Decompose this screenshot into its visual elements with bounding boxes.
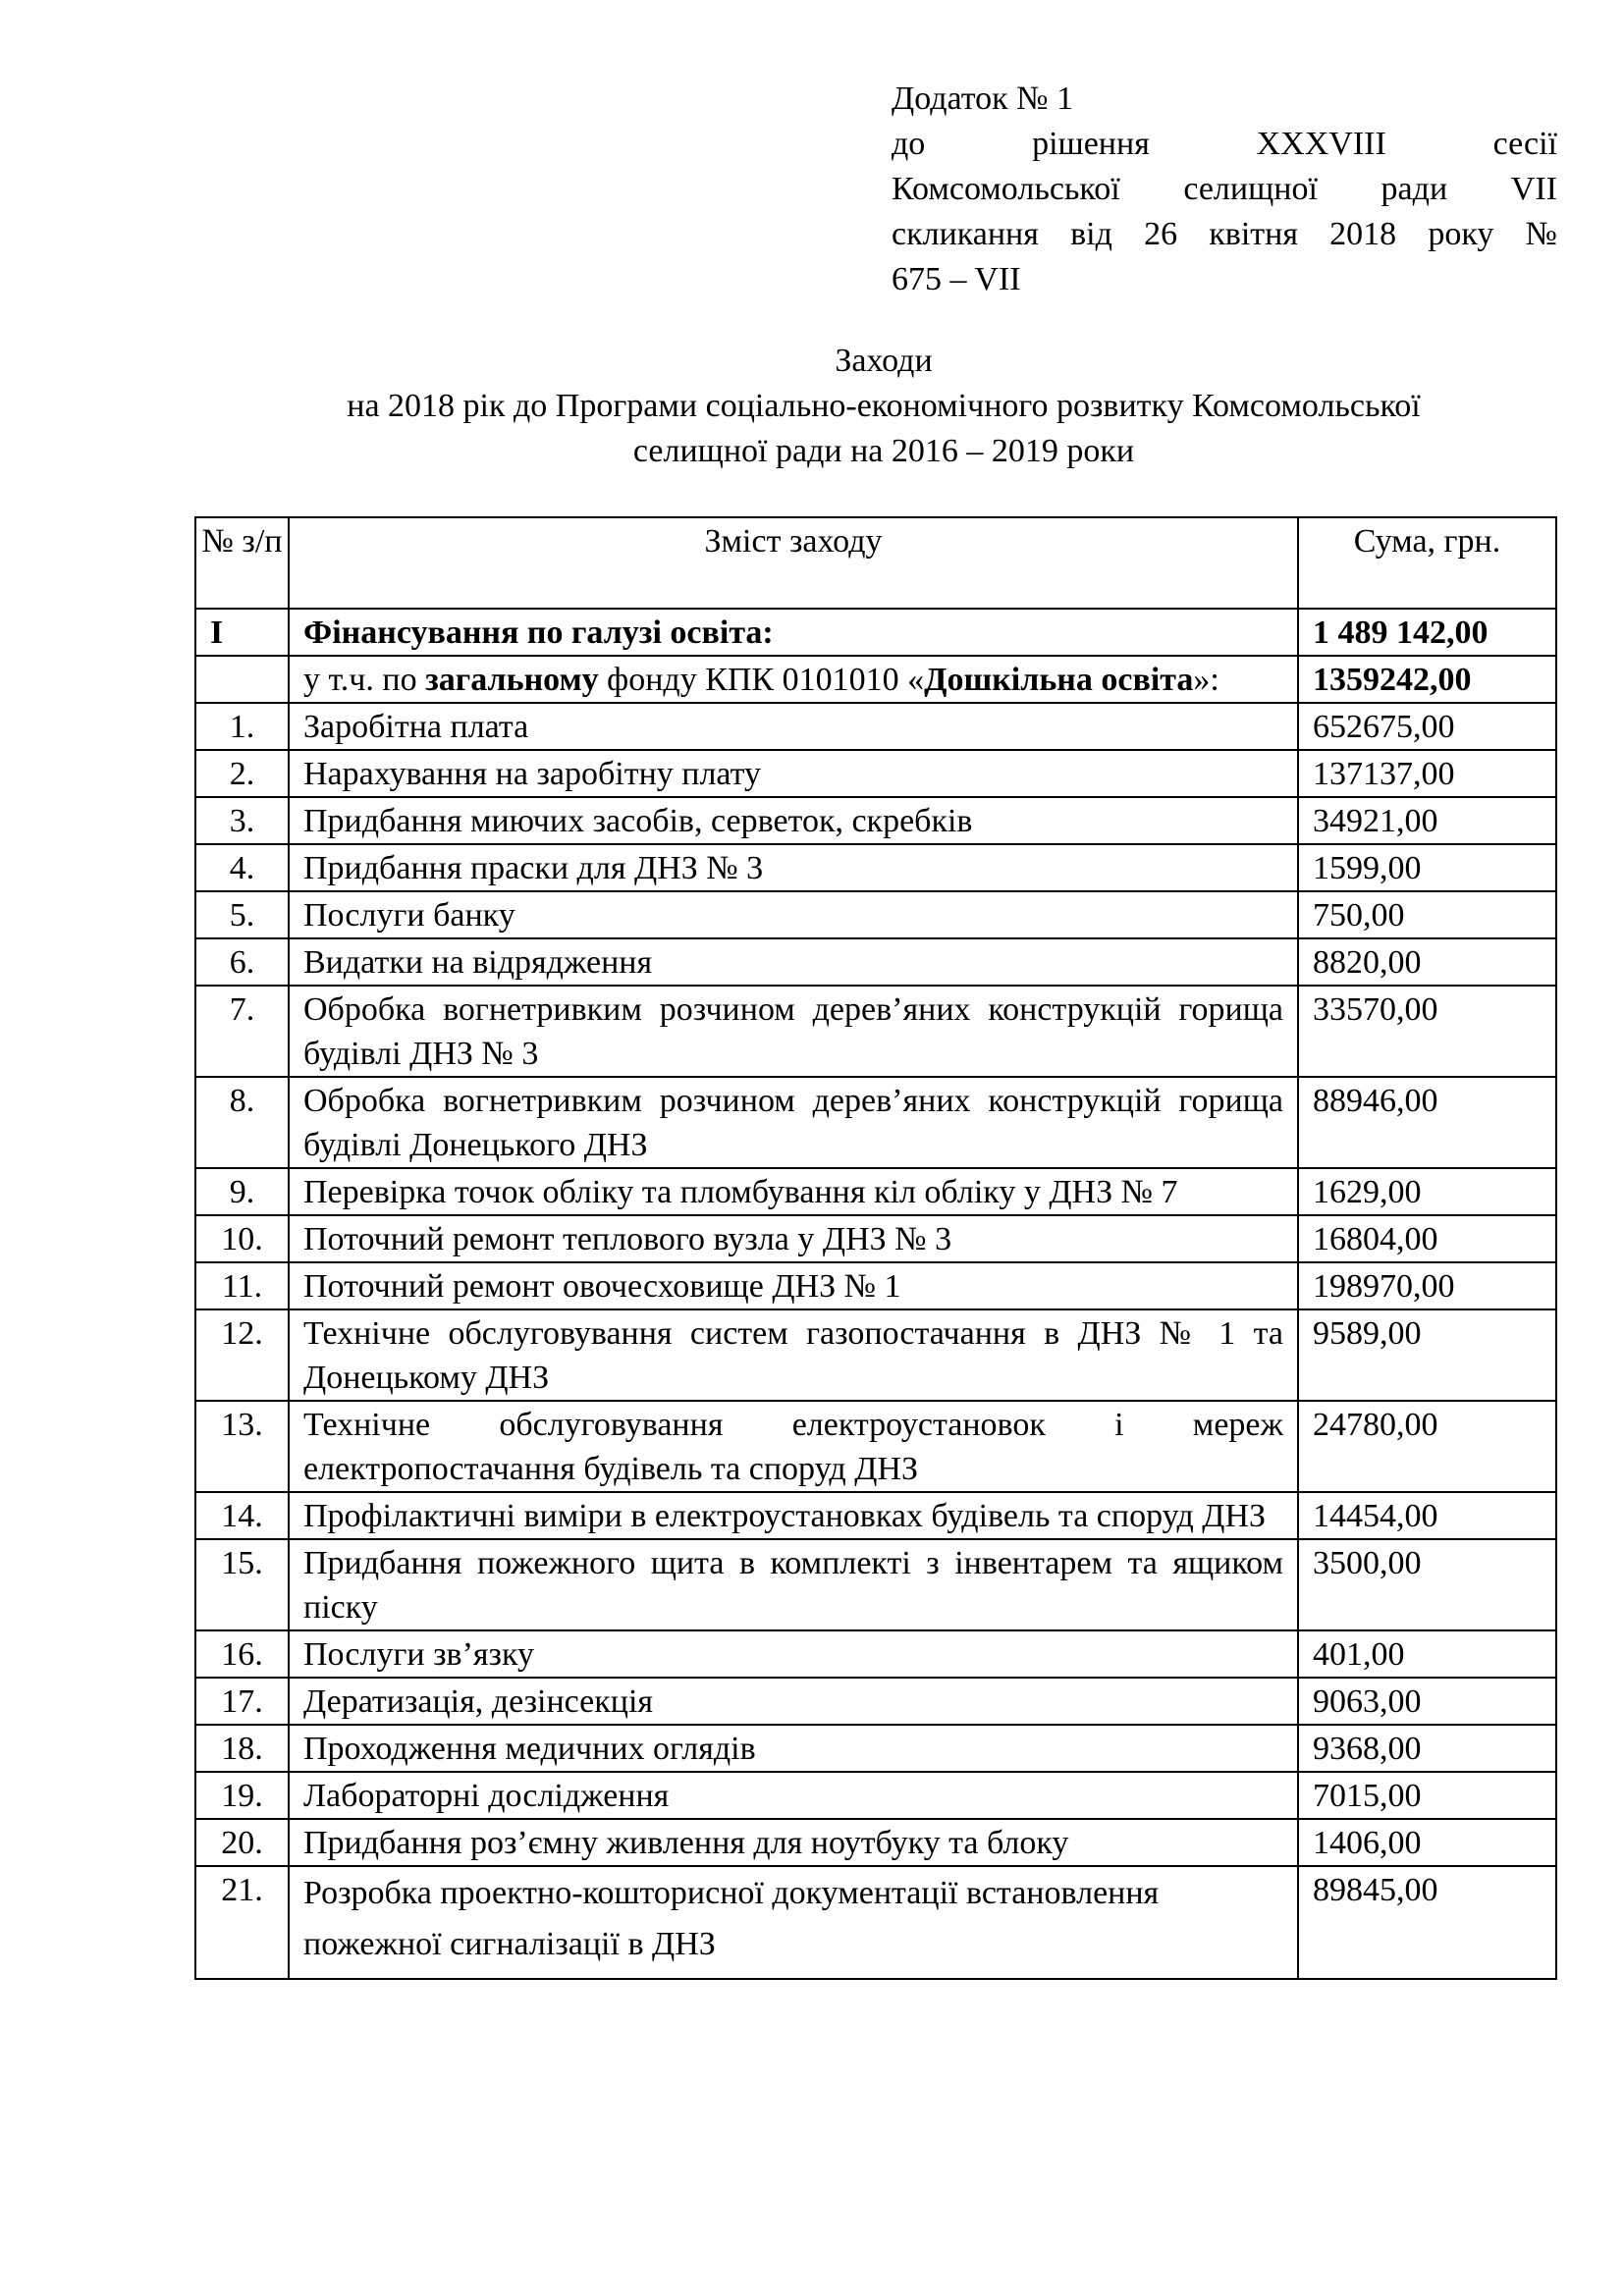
row-num: 13. (195, 1401, 289, 1492)
row-sum: 3500,00 (1298, 1539, 1556, 1630)
table-row (195, 1725, 1556, 1772)
row-num: 16. (195, 1630, 289, 1678)
row-num: 3. (195, 797, 289, 844)
row-num: 1. (195, 703, 289, 750)
row-content: Розробка проектно-кошторисної документації встановлення пожежної сигналізації в ДНЗ (289, 1866, 1298, 1979)
row-sum: 9063,00 (1298, 1678, 1556, 1725)
appendix-line-2: до рішення XXXVIII сесії (892, 126, 1557, 162)
table-row (195, 703, 1556, 750)
table-row (195, 750, 1556, 797)
row-sum: 88946,00 (1298, 1077, 1556, 1168)
row-num: 19. (195, 1772, 289, 1819)
table-row (195, 1262, 1556, 1309)
table-row (195, 1772, 1556, 1819)
row-content: Технічне обслуговування систем газопостачання в ДНЗ № 1 та Донецькому ДНЗ (289, 1309, 1298, 1401)
row-sum: 9589,00 (1298, 1309, 1556, 1401)
row-content: Придбання пожежного щита в комплекті з інвентарем та ящиком піску (289, 1539, 1298, 1630)
row-num: 4. (195, 844, 289, 891)
title-line-2: на 2018 рік до Програми соціально-економічного розвитку Комсомольської (347, 388, 1421, 424)
row-num: 2. (195, 750, 289, 797)
row-sum: 401,00 (1298, 1630, 1556, 1678)
row-content: Профілактичні виміри в електроустановках будівель та споруд ДНЗ (289, 1492, 1298, 1539)
row-num: 6. (195, 938, 289, 986)
header-sum: Сума, грн. (1298, 517, 1556, 609)
table-row (195, 797, 1556, 844)
row-content: Заробітна плата (289, 703, 1298, 750)
row-sum: 7015,00 (1298, 1772, 1556, 1819)
row-num: 5. (195, 891, 289, 938)
row-content: Послуги зв’язку (289, 1630, 1298, 1678)
row-num: 10. (195, 1215, 289, 1262)
table-row (195, 1539, 1556, 1630)
row-content: Обробка вогнетривким розчином дерев’яних конструкцій горища будівлі ДНЗ № 3 (289, 986, 1298, 1077)
row-content: Дератизація, дезінсекція (289, 1678, 1298, 1725)
table-header-row (195, 517, 1556, 609)
row-sum: 33570,00 (1298, 986, 1556, 1077)
title-line-3: селищної ради на 2016 – 2019 роки (632, 433, 1135, 469)
subsection-prefix: у т.ч. по (303, 662, 426, 698)
header-content: Зміст заходу (289, 517, 1298, 609)
row-content: Лабораторні дослідження (289, 1772, 1298, 1819)
subsection-fund: загальному (425, 662, 599, 698)
row-num: 11. (195, 1262, 289, 1309)
row-sum: 8820,00 (1298, 938, 1556, 986)
row-content: Обробка вогнетривким розчином дерев’яних конструкцій горища будівлі Донецького ДНЗ (289, 1077, 1298, 1168)
section-content: Фінансування по галузі освіта: (289, 609, 1298, 656)
row-num: 7. (195, 986, 289, 1077)
row-num: 21. (195, 1866, 289, 1979)
appendix-line-5: 675 – VII (892, 261, 1021, 297)
subsection-row (195, 656, 1556, 703)
row-num: 15. (195, 1539, 289, 1630)
table-row (195, 1819, 1556, 1866)
subsection-sum: 1359242,00 (1298, 656, 1556, 703)
row-sum: 34921,00 (1298, 797, 1556, 844)
row-content: Поточний ремонт овочесховище ДНЗ № 1 (289, 1262, 1298, 1309)
row-content: Нарахування на заробітну плату (289, 750, 1298, 797)
table-row (195, 938, 1556, 986)
appendix-line-3: Комсомольської селищної ради VII (892, 171, 1557, 207)
row-content: Проходження медичних оглядів (289, 1725, 1298, 1772)
row-sum: 14454,00 (1298, 1492, 1556, 1539)
row-num: 20. (195, 1819, 289, 1866)
header-num: № з/п (195, 517, 289, 609)
section-row (195, 609, 1556, 656)
row-sum: 1406,00 (1298, 1819, 1556, 1866)
row-content: Придбання миючих засобів, серветок, скребків (289, 797, 1298, 844)
row-num: 12. (195, 1309, 289, 1401)
row-sum: 652675,00 (1298, 703, 1556, 750)
row-num: 9. (195, 1168, 289, 1215)
row-num: 17. (195, 1678, 289, 1725)
row-content: Поточний ремонт теплового вузла у ДНЗ № 3 (289, 1215, 1298, 1262)
appendix-line-4: скликання від 26 квітня 2018 року № (892, 216, 1557, 252)
subsection-name: Дошкільна освіта (924, 662, 1194, 698)
measures-table (194, 516, 1557, 1980)
row-sum: 24780,00 (1298, 1401, 1556, 1492)
document-title (196, 339, 1571, 474)
row-sum: 1599,00 (1298, 844, 1556, 891)
subsection-suffix: »: (1193, 662, 1219, 698)
table-row (195, 1630, 1556, 1678)
title-line-1: Заходи (835, 343, 933, 379)
row-num: 8. (195, 1077, 289, 1168)
table-row (195, 1309, 1556, 1401)
table-row (195, 891, 1556, 938)
table-row (195, 1077, 1556, 1168)
subsection-num (195, 656, 289, 703)
section-num: I (195, 609, 289, 656)
row-content: Придбання роз’ємну живлення для ноутбуку та блоку (289, 1819, 1298, 1866)
appendix-line-1: Додаток № 1 (892, 80, 1074, 117)
table-row (195, 1401, 1556, 1492)
row-sum: 9368,00 (1298, 1725, 1556, 1772)
table-row (195, 1215, 1556, 1262)
row-sum: 198970,00 (1298, 1262, 1556, 1309)
table-row (195, 1678, 1556, 1725)
table-row (195, 1492, 1556, 1539)
row-sum: 137137,00 (1298, 750, 1556, 797)
row-content: Послуги банку (289, 891, 1298, 938)
row-content: Технічне обслуговування електроустановок і мереж електропостачання будівель та споруд ДНЗ (289, 1401, 1298, 1492)
row-sum: 1629,00 (1298, 1168, 1556, 1215)
appendix-header (892, 77, 1557, 302)
row-num: 14. (195, 1492, 289, 1539)
section-sum: 1 489 142,00 (1298, 609, 1556, 656)
table-row (195, 844, 1556, 891)
row-content: Видатки на відрядження (289, 938, 1298, 986)
table-row (195, 1168, 1556, 1215)
table-row (195, 986, 1556, 1077)
subsection-middle: фонду КПК 0101010 « (598, 662, 925, 698)
row-sum: 750,00 (1298, 891, 1556, 938)
table-row (195, 1866, 1556, 1979)
subsection-content (289, 656, 1298, 703)
row-sum: 16804,00 (1298, 1215, 1556, 1262)
row-content: Перевірка точок обліку та пломбування кіл обліку у ДНЗ № 7 (289, 1168, 1298, 1215)
row-sum: 89845,00 (1298, 1866, 1556, 1979)
row-num: 18. (195, 1725, 289, 1772)
row-content: Придбання праски для ДНЗ № 3 (289, 844, 1298, 891)
